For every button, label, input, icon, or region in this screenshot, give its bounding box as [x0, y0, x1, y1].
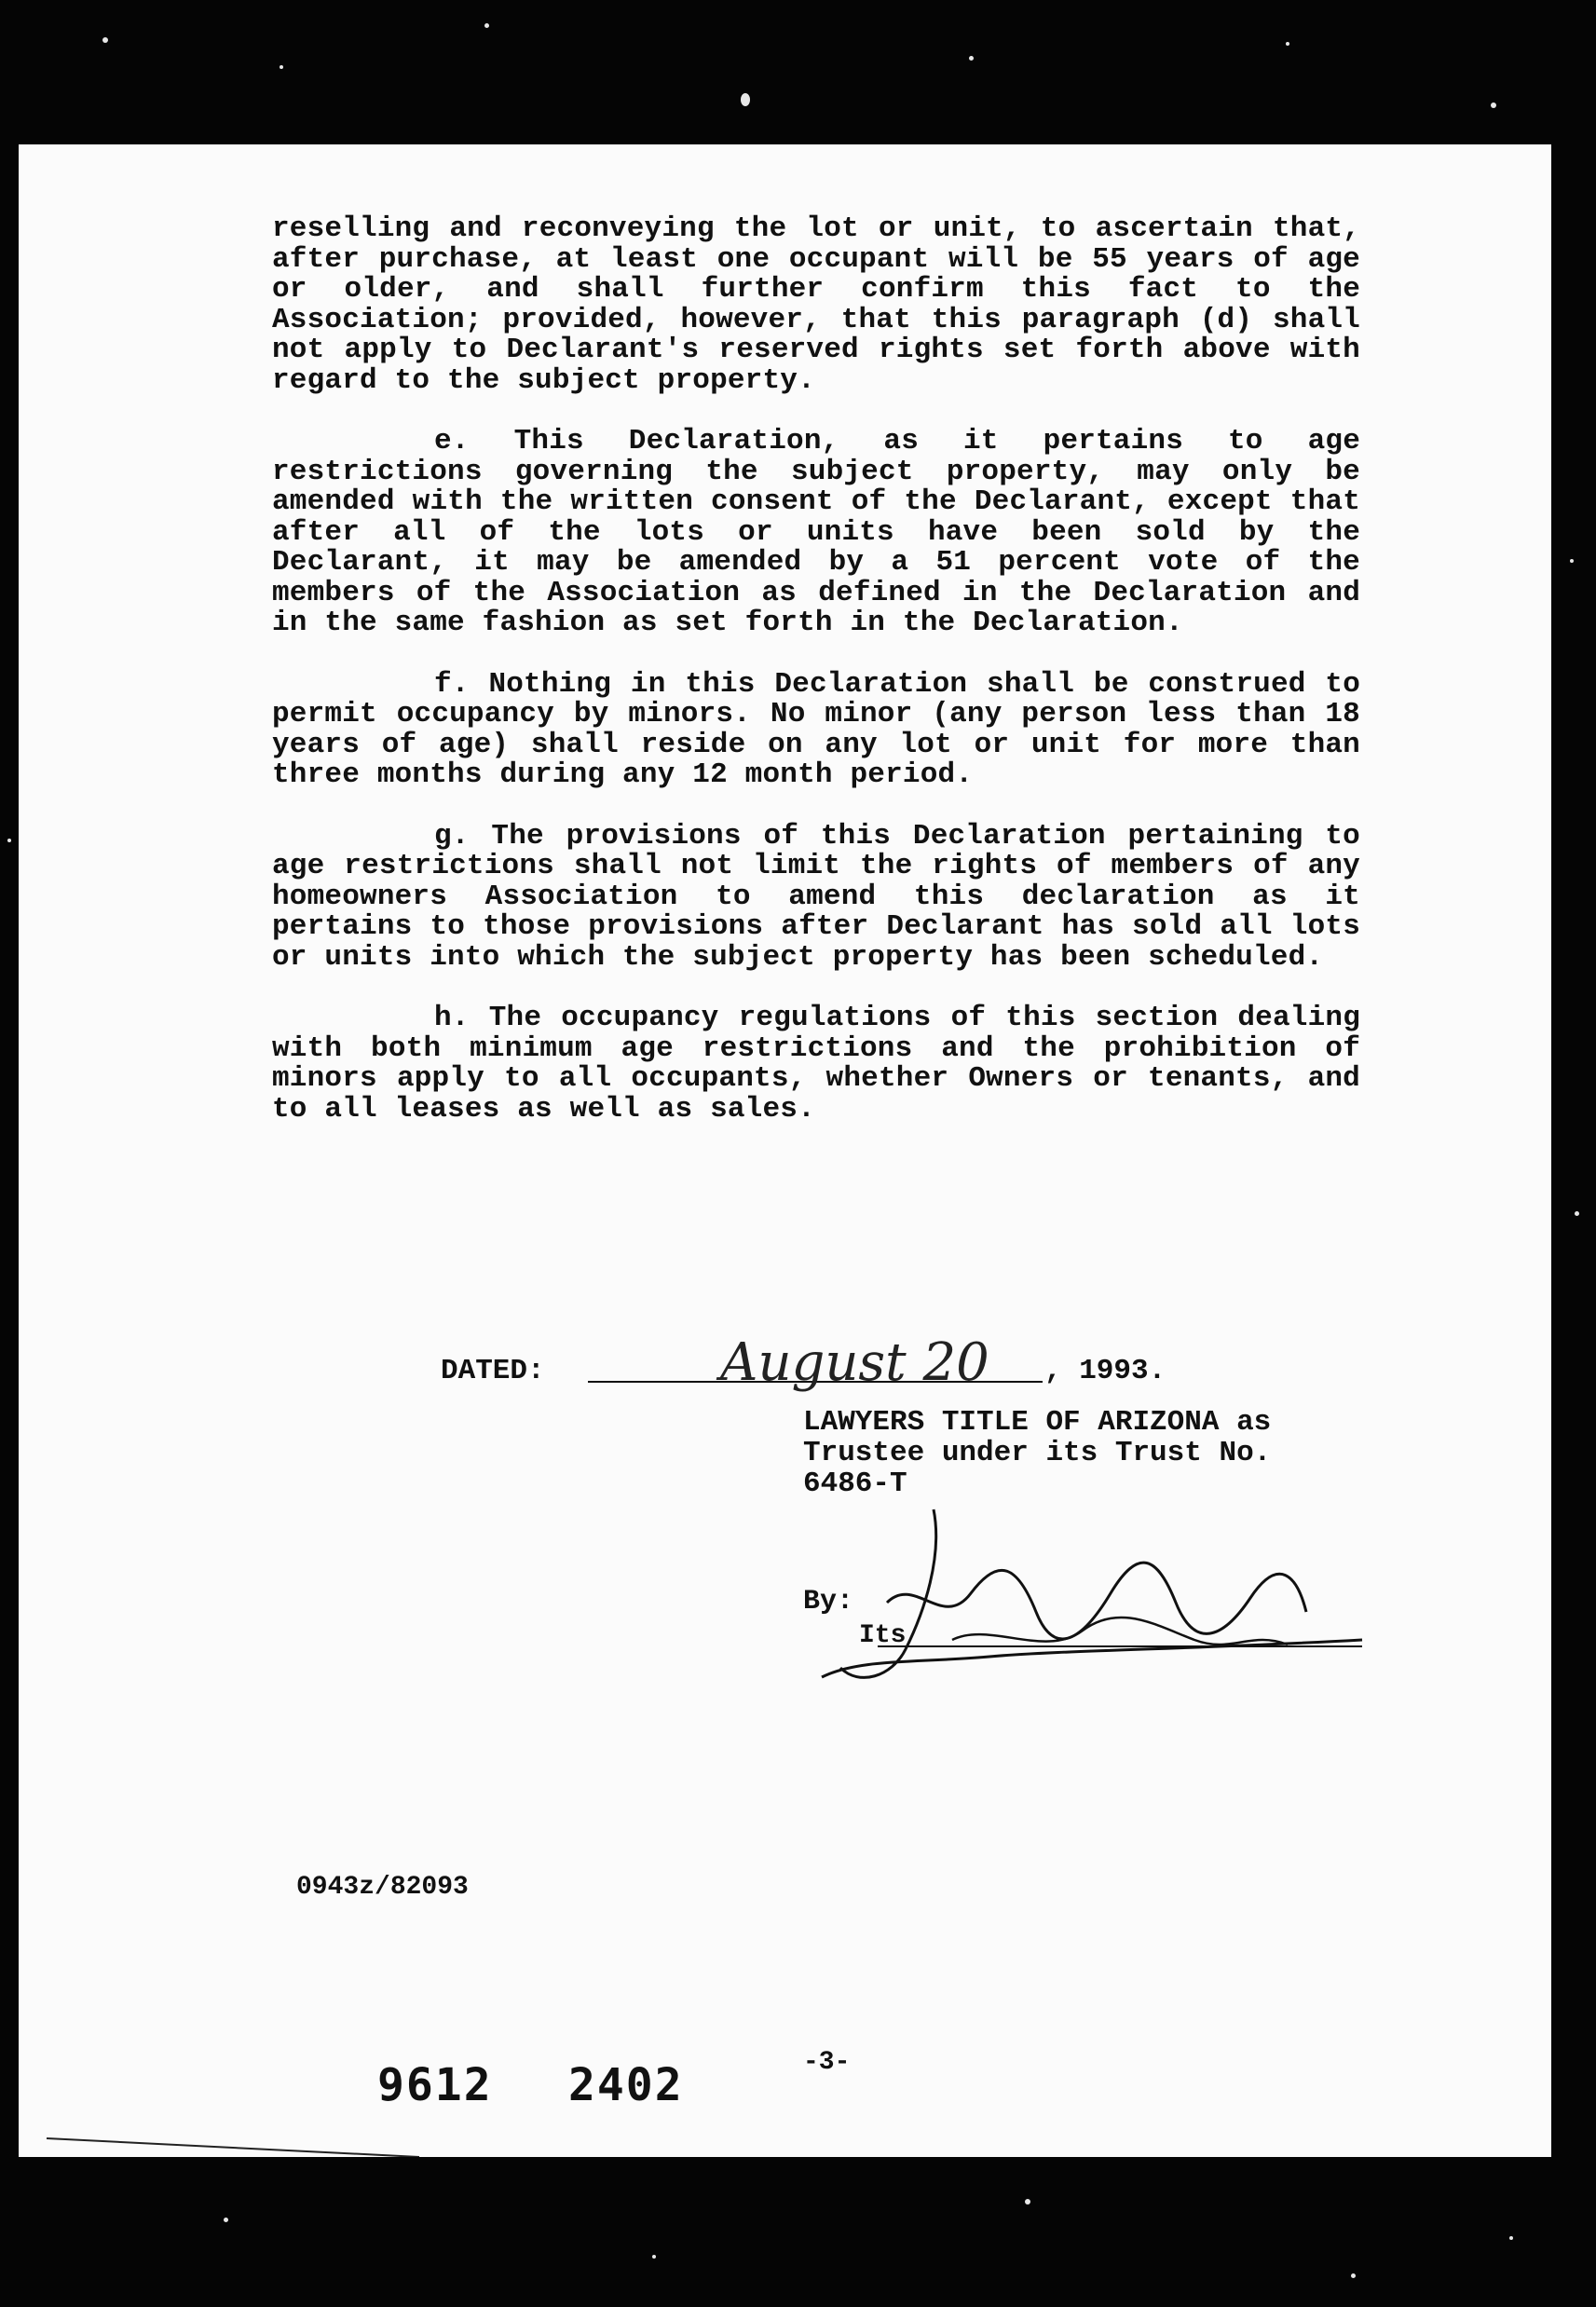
noise-dot: [224, 2218, 228, 2222]
noise-dot: [1351, 2273, 1356, 2278]
dated-label: DATED:: [441, 1355, 545, 1387]
noise-dot: [280, 65, 283, 69]
paragraph-h: h. The occupancy regulations of this section dealing with both minimum age restrictions and the prohibition of minors apply to all occupants, whether Owners or tenants, and to all leases as well as sales.: [272, 1002, 1360, 1126]
page-number: -3-: [803, 2048, 851, 2077]
noise-dot: [1025, 2199, 1030, 2205]
trustee-line: 6486-T: [803, 1467, 907, 1500]
noise-dot: [1570, 559, 1574, 563]
signature-block: [803, 1528, 1399, 1677]
noise-dot: [1286, 42, 1289, 46]
by-label: By:: [803, 1586, 854, 1618]
noise-dot: [1491, 102, 1496, 108]
paragraph-f: f. Nothing in this Declaration shall be construed to permit occupancy by minors. No minor (any person less than 18 years of age) shall reside on any lot or unit for more than three months during any 12 month period.: [272, 667, 1360, 791]
paragraph-g: g. The provisions of this Declaration pertaining to age restrictions shall not limit the rights of members of any homeowners Association to amend this declaration as it pertains to those provisions after Declarant has sold all lots or units into which the subject property has been scheduled.: [272, 819, 1360, 974]
handwritten-date: August 20: [720, 1332, 989, 1393]
trustee-block: [803, 1407, 1362, 1499]
noise-dot: [1509, 2236, 1513, 2240]
noise-dot: [484, 23, 489, 28]
declaration-body: [272, 214, 1360, 1155]
dated-year: , 1993.: [1044, 1355, 1166, 1387]
noise-dot: [652, 2255, 656, 2259]
noise-dot: [102, 37, 108, 43]
its-label: Its: [859, 1621, 907, 1650]
recording-stamp-number: 2402: [568, 2059, 684, 2111]
recording-stamp-number: 9612: [377, 2059, 493, 2111]
signature-line: [878, 1645, 1362, 1647]
trustee-line: Trustee under its Trust No.: [803, 1437, 1272, 1469]
document-code: 0943z/82093: [296, 1873, 469, 1902]
noise-dot: [969, 56, 974, 61]
paragraph-e: e. This Declaration, as it pertains to age restrictions governing the subject property, may only be amended with the written consent of the Declarant, except that after all of the lots or units have been sold by the Declarant, it may be amended by a 51 percent vote of the members of the Association as defined in the Declaration and in the same fashion as set forth in the Declaration.: [272, 425, 1360, 639]
noise-dot: [741, 93, 750, 106]
handwritten-signature: [803, 1500, 1399, 1705]
noise-dot: [7, 839, 11, 842]
paragraph-d-continued: reselling and reconveying the lot or unit, to ascertain that, after purchase, at least one occupant will be 55 years of age or older, and shall further confirm this fact to the Association; provided, however, that this paragraph (d) shall not apply to Declarant's reserved rights set forth above with regard to the subject property.: [272, 212, 1360, 397]
noise-dot: [1575, 1211, 1579, 1216]
dated-line: [441, 1332, 1279, 1398]
trustee-line: LAWYERS TITLE OF ARIZONA as: [803, 1406, 1272, 1439]
